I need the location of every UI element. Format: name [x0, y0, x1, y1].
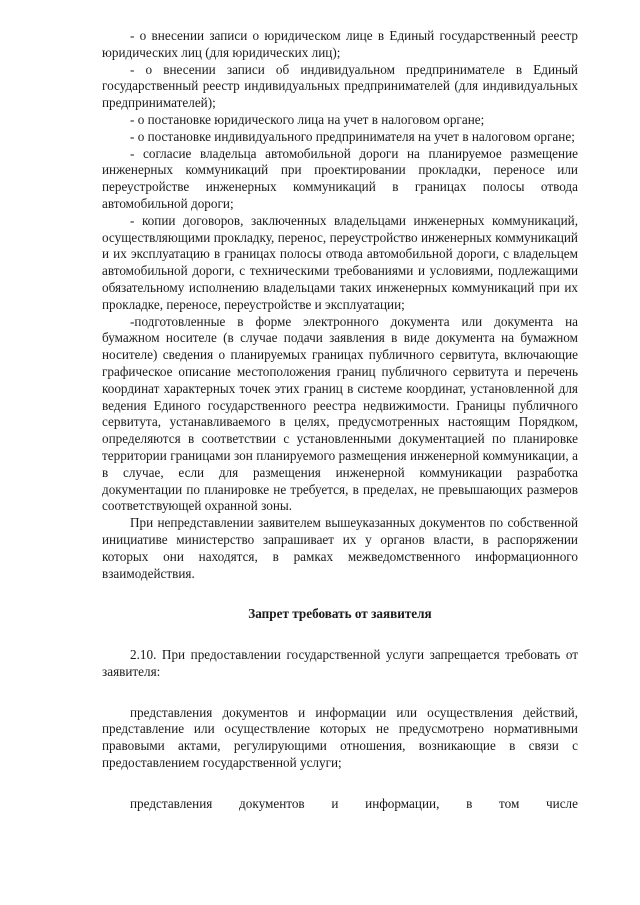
prohibition-1: представления документов и информации или осуществления действий, представление или осуществление которых не предусмотрено нормативными правовыми актами, регулирующими отношения, возникающие в связи с предоставлением государственной услуги;	[102, 704, 578, 771]
paragraph-interagency-request: При непредставлении заявителем вышеуказанных документов по собственной инициативе министерство запрашивает их у органов власти, в распоряжении которых они находятся, в рамках межведомственного информационного взаимодействия.	[102, 515, 578, 581]
section-heading: Запрет требовать от заявителя	[248, 606, 432, 622]
document-body	[102, 28, 578, 813]
list-item-egrul: - о внесении записи о юридическом лице в Единый государственный реестр юридических лиц (для юридических лиц);	[102, 28, 578, 60]
spacer	[102, 582, 578, 606]
list-item-tax-legal-entity: - о постановке юридического лица на учет в налоговом органе;	[130, 111, 485, 127]
list-item-road-owner-consent: - согласие владельца автомобильной дороги на планируемое размещение инженерных коммуникаций при проектировании прокладки, переносе или переустройстве инженерных коммуникаций в границах полосы отвода автомобильной дороги;	[102, 145, 578, 211]
item-2-10: 2.10. При предоставлении государственной услуги запрещается требовать от заявителя:	[102, 647, 578, 679]
list-item-tax-individual: - о постановке индивидуального предпринимателя на учет в налоговом органе;	[130, 128, 575, 144]
list-item-servitude-boundaries: -подготовленные в форме электронного документа или документа на бумажном носителе (в случае подачи заявления в виде документа на бумажном носителе) сведения о планируемых границах публичного сервитута, включающие графическое описание местоположения границ публичного сервитута и перечень координат характерных точек этих границ в системе координат, установленной для ведения Единого государственного реестра недвижимости. Границы публичного сервитута, устанавливаемого в целях, предусмотренных настоящим Порядком, определяются в соответствии с установленными документацией по планировке территории границами зон планируемого размещения инженерной коммуникации, а в случае, если для размещения инженерной коммуникации разработка документации по планировке не требуется, в пределах, не превышающих размеров соответствующей охранной зоны.	[102, 313, 578, 514]
list-item-egrip: - о внесении записи об индивидуальном предпринимателе в Единый государственный реестр индивидуальных предпринимателей (для индивидуальных предпринимателей);	[102, 61, 578, 111]
prohibition-2-start: представления документов и информации, в том числе	[130, 795, 578, 811]
spacer	[102, 772, 578, 796]
spacer	[102, 681, 578, 705]
list-item-contract-copies: - копии договоров, заключенных владельцами инженерных коммуникаций, осуществляющими прокладку, перенос, переустройство инженерных коммуникаций и их эксплуатацию в границах полосы отвода автомобильной дороги, с владельцем автомобильной дороги, с техническими требованиями и условиями, подлежащими обязательному исполнению владельцами таких инженерных коммуникаций при их прокладке, переносе, переустройстве и эксплуатации;	[102, 212, 578, 312]
spacer	[102, 623, 578, 647]
